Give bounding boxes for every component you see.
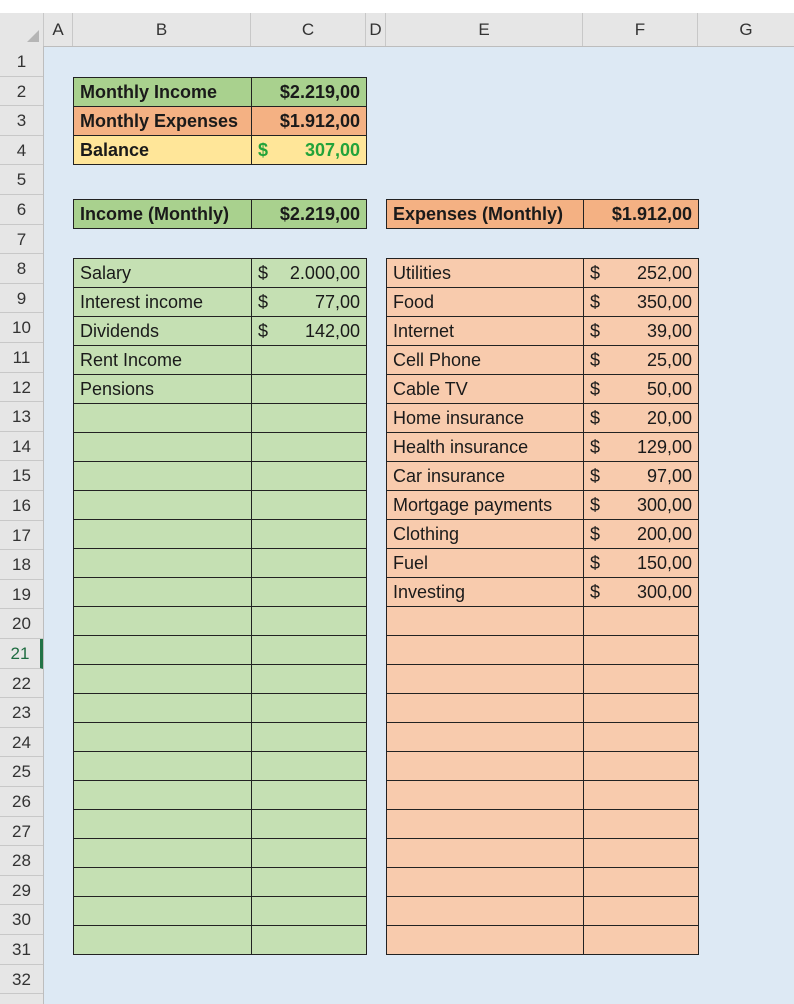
column-header-bar [0, 13, 794, 47]
expense-row [387, 868, 699, 897]
income-empty-label-cell[interactable] [74, 723, 252, 752]
expense-row [387, 288, 699, 317]
income-empty-label-cell[interactable] [74, 781, 252, 810]
expense-row [387, 810, 699, 839]
expenses-header-table [386, 199, 699, 229]
expense-row [387, 636, 699, 665]
income-row [74, 839, 367, 868]
expense-item-label[interactable]: Utilities [387, 259, 584, 288]
expense-row [387, 897, 699, 926]
expense-item-money [590, 263, 692, 284]
expense-item-currency: $ [590, 262, 601, 283]
expense-item-amount: 20,00 [646, 407, 692, 428]
balance-label[interactable]: Balance [74, 136, 252, 165]
income-empty-value-cell[interactable] [252, 520, 367, 549]
income-empty-value-cell[interactable] [252, 926, 367, 955]
select-all-corner[interactable] [0, 13, 44, 46]
income-row [74, 520, 367, 549]
expense-item-amount: 150,00 [636, 552, 692, 573]
row-header-13[interactable]: 13 [0, 402, 43, 432]
income-header-table [73, 199, 367, 229]
income-item-value[interactable] [252, 346, 367, 375]
monthly-expenses-label[interactable]: Monthly Expenses [74, 107, 252, 136]
expense-item-label[interactable]: Internet [387, 317, 584, 346]
income-row [74, 259, 367, 288]
expense-item-money [590, 321, 692, 342]
income-row [74, 462, 367, 491]
column-header-b[interactable]: B [73, 13, 251, 46]
column-header-f[interactable]: F [583, 13, 698, 46]
expense-item-value[interactable] [584, 578, 699, 607]
expense-item-label[interactable]: Investing [387, 578, 584, 607]
income-empty-value-cell[interactable] [252, 433, 367, 462]
income-empty-value-cell[interactable] [252, 897, 367, 926]
expense-empty-label-cell[interactable] [387, 665, 584, 694]
income-item-amount: 77,00 [314, 291, 360, 312]
expense-item-amount: 25,00 [646, 349, 692, 370]
expense-row [387, 578, 699, 607]
expense-item-money [590, 553, 692, 574]
expense-empty-value-cell[interactable] [584, 839, 699, 868]
income-empty-label-cell[interactable] [74, 665, 252, 694]
expenses-header-label[interactable]: Expenses (Monthly) [387, 200, 584, 229]
expense-empty-value-cell[interactable] [584, 926, 699, 955]
income-empty-label-cell[interactable] [74, 926, 252, 955]
income-row [74, 810, 367, 839]
income-empty-label-cell[interactable] [74, 810, 252, 839]
expense-item-money [590, 495, 692, 516]
income-empty-value-cell[interactable] [252, 723, 367, 752]
expense-empty-value-cell[interactable] [584, 723, 699, 752]
expense-empty-label-cell[interactable] [387, 636, 584, 665]
income-empty-label-cell[interactable] [74, 636, 252, 665]
expense-row [387, 462, 699, 491]
expense-empty-value-cell[interactable] [584, 636, 699, 665]
expense-empty-value-cell[interactable] [584, 897, 699, 926]
expense-item-label[interactable]: Cell Phone [387, 346, 584, 375]
expense-item-currency: $ [590, 378, 601, 399]
income-row [74, 375, 367, 404]
expense-item-label[interactable]: Fuel [387, 549, 584, 578]
income-row [74, 607, 367, 636]
income-empty-value-cell[interactable] [252, 462, 367, 491]
income-table [73, 258, 367, 955]
income-row [74, 346, 367, 375]
expense-empty-value-cell[interactable] [584, 781, 699, 810]
expense-empty-value-cell[interactable] [584, 607, 699, 636]
expense-item-amount: 50,00 [646, 378, 692, 399]
income-item-value[interactable] [252, 259, 367, 288]
expense-row [387, 520, 699, 549]
expense-row [387, 549, 699, 578]
expense-item-currency: $ [590, 523, 601, 544]
balance-amount: 307,00 [304, 139, 360, 160]
expense-item-amount: 252,00 [636, 262, 692, 283]
column-header-g[interactable]: G [739, 20, 753, 39]
row-header-23[interactable]: 23 [0, 698, 43, 728]
expense-item-money [590, 379, 692, 400]
row-header-26[interactable]: 26 [0, 787, 43, 817]
expense-item-value[interactable] [584, 288, 699, 317]
expense-item-value[interactable] [584, 462, 699, 491]
income-empty-value-cell[interactable] [252, 549, 367, 578]
monthly-income-label[interactable]: Monthly Income [74, 78, 252, 107]
expense-item-value[interactable] [584, 375, 699, 404]
income-item-money [258, 292, 360, 313]
income-row [74, 897, 367, 926]
income-empty-value-cell[interactable] [252, 868, 367, 897]
income-empty-label-cell[interactable] [74, 491, 252, 520]
income-row [74, 926, 367, 955]
income-row [74, 781, 367, 810]
row-header-3[interactable]: 3 [0, 106, 43, 136]
row-header-9[interactable]: 9 [0, 284, 43, 314]
expense-item-money [590, 350, 692, 371]
expense-empty-label-cell[interactable] [387, 868, 584, 897]
row-header-15[interactable]: 15 [0, 461, 43, 491]
row-header-2[interactable]: 2 [0, 77, 43, 107]
income-item-value[interactable] [252, 317, 367, 346]
income-empty-value-cell[interactable] [252, 578, 367, 607]
income-empty-value-cell[interactable] [252, 810, 367, 839]
expense-item-amount: 200,00 [636, 523, 692, 544]
expense-item-amount: 350,00 [636, 291, 692, 312]
spreadsheet-grid[interactable] [44, 46, 794, 1004]
expense-item-money [590, 292, 692, 313]
expense-row [387, 723, 699, 752]
income-item-amount: 142,00 [304, 320, 360, 341]
income-item-label[interactable]: Salary [74, 259, 252, 288]
income-item-amount: 2.000,00 [289, 262, 360, 283]
row-header-29[interactable]: 29 [0, 876, 43, 906]
expense-item-label[interactable]: Home insurance [387, 404, 584, 433]
row-header-1[interactable]: 1 [0, 47, 43, 77]
income-row [74, 317, 367, 346]
income-item-label[interactable]: Interest income [74, 288, 252, 317]
expense-row [387, 317, 699, 346]
income-item-money [258, 263, 360, 284]
expense-empty-label-cell[interactable] [387, 926, 584, 955]
income-row [74, 288, 367, 317]
income-empty-value-cell[interactable] [252, 665, 367, 694]
expense-item-money [590, 466, 692, 487]
expense-item-value[interactable] [584, 433, 699, 462]
income-empty-label-cell[interactable] [74, 897, 252, 926]
column-header-a[interactable]: A [44, 13, 73, 46]
column-header-e[interactable]: E [386, 13, 583, 46]
expense-empty-label-cell[interactable] [387, 781, 584, 810]
income-header-label[interactable]: Income (Monthly) [74, 200, 252, 229]
expense-row [387, 839, 699, 868]
income-item-currency: $ [258, 320, 269, 341]
income-item-money [258, 321, 360, 342]
expense-item-value[interactable] [584, 520, 699, 549]
expense-empty-value-cell[interactable] [584, 694, 699, 723]
income-row [74, 868, 367, 897]
row-header-17[interactable]: 17 [0, 521, 43, 551]
row-header-6[interactable]: 6 [0, 195, 43, 225]
row-header-24[interactable]: 24 [0, 728, 43, 758]
expense-item-label[interactable]: Car insurance [387, 462, 584, 491]
income-empty-label-cell[interactable] [74, 433, 252, 462]
income-empty-label-cell[interactable] [74, 839, 252, 868]
expense-item-label[interactable]: Mortgage payments [387, 491, 584, 520]
expense-empty-label-cell[interactable] [387, 752, 584, 781]
row-header-20[interactable]: 20 [0, 609, 43, 639]
income-row [74, 404, 367, 433]
income-empty-value-cell[interactable] [252, 491, 367, 520]
expense-item-currency: $ [590, 349, 601, 370]
income-row [74, 752, 367, 781]
expense-item-currency: $ [590, 407, 601, 428]
income-item-currency: $ [258, 291, 269, 312]
expense-item-currency: $ [590, 465, 601, 486]
income-empty-label-cell[interactable] [74, 404, 252, 433]
expense-row [387, 781, 699, 810]
income-empty-value-cell[interactable] [252, 404, 367, 433]
row-header-21[interactable]: 21 [0, 639, 43, 669]
expense-item-money [590, 408, 692, 429]
row-header-8[interactable]: 8 [0, 254, 43, 284]
income-header-value[interactable]: $2.219,00 [252, 200, 367, 229]
income-row [74, 578, 367, 607]
row-header-22[interactable]: 22 [0, 669, 43, 699]
expense-empty-value-cell[interactable] [584, 752, 699, 781]
expense-row [387, 259, 699, 288]
expense-empty-value-cell[interactable] [584, 665, 699, 694]
expense-row [387, 346, 699, 375]
expense-empty-value-cell[interactable] [584, 810, 699, 839]
income-item-label[interactable]: Dividends [74, 317, 252, 346]
row-header-25[interactable]: 25 [0, 757, 43, 787]
income-empty-label-cell[interactable] [74, 578, 252, 607]
row-header-30[interactable]: 30 [0, 905, 43, 935]
expense-row [387, 752, 699, 781]
expense-item-amount: 97,00 [646, 465, 692, 486]
expense-item-money [590, 524, 692, 545]
expense-item-label[interactable]: Health insurance [387, 433, 584, 462]
income-empty-label-cell[interactable] [74, 462, 252, 491]
row-header-12[interactable]: 12 [0, 373, 43, 403]
expense-item-amount: 300,00 [636, 494, 692, 515]
income-item-value[interactable] [252, 288, 367, 317]
row-header-bar [0, 46, 44, 1004]
income-row [74, 665, 367, 694]
expense-item-value[interactable] [584, 317, 699, 346]
expense-row [387, 665, 699, 694]
expense-item-label[interactable]: Cable TV [387, 375, 584, 404]
income-row [74, 723, 367, 752]
expense-item-value[interactable] [584, 549, 699, 578]
expense-item-currency: $ [590, 291, 601, 312]
expenses-header-value[interactable]: $1.912,00 [584, 200, 699, 229]
expense-item-value[interactable] [584, 346, 699, 375]
income-empty-label-cell[interactable] [74, 520, 252, 549]
expense-item-money [590, 582, 692, 603]
formula-bar-edge [0, 0, 794, 13]
expense-item-value[interactable] [584, 259, 699, 288]
expense-item-currency: $ [590, 494, 601, 515]
income-empty-value-cell[interactable] [252, 607, 367, 636]
expense-row [387, 433, 699, 462]
expense-empty-value-cell[interactable] [584, 868, 699, 897]
expense-empty-label-cell[interactable] [387, 810, 584, 839]
expense-empty-label-cell[interactable] [387, 607, 584, 636]
expense-row [387, 926, 699, 955]
expense-row [387, 607, 699, 636]
income-empty-label-cell[interactable] [74, 752, 252, 781]
select-all-triangle-icon [27, 30, 39, 42]
income-item-value[interactable] [252, 375, 367, 404]
expense-item-currency: $ [590, 581, 601, 602]
income-empty-value-cell[interactable] [252, 839, 367, 868]
income-empty-value-cell[interactable] [252, 636, 367, 665]
expense-empty-label-cell[interactable] [387, 897, 584, 926]
balance-value-cell[interactable] [252, 136, 367, 165]
income-row [74, 491, 367, 520]
income-item-label[interactable]: Rent Income [74, 346, 252, 375]
expense-row [387, 694, 699, 723]
balance-currency: $ [258, 139, 269, 160]
expense-item-value[interactable] [584, 404, 699, 433]
income-empty-value-cell[interactable] [252, 752, 367, 781]
expense-item-value[interactable] [584, 491, 699, 520]
row-header-10[interactable]: 10 [0, 313, 43, 343]
row-header-27[interactable]: 27 [0, 817, 43, 847]
row-header-5[interactable]: 5 [0, 165, 43, 195]
income-row [74, 549, 367, 578]
expense-item-amount: 39,00 [646, 320, 692, 341]
monthly-income-value[interactable]: $2.219,00 [252, 78, 367, 107]
income-item-label[interactable]: Pensions [74, 375, 252, 404]
expense-item-label[interactable]: Food [387, 288, 584, 317]
expense-empty-label-cell[interactable] [387, 694, 584, 723]
income-item-currency: $ [258, 262, 269, 283]
expense-row [387, 404, 699, 433]
income-empty-value-cell[interactable] [252, 694, 367, 723]
income-empty-label-cell[interactable] [74, 868, 252, 897]
expense-row [387, 491, 699, 520]
expense-row [387, 375, 699, 404]
column-header-c[interactable]: C [251, 13, 366, 46]
monthly-expenses-value[interactable]: $1.912,00 [252, 107, 367, 136]
row-header-19[interactable]: 19 [0, 580, 43, 610]
expense-item-amount: 300,00 [636, 581, 692, 602]
expense-item-label[interactable]: Clothing [387, 520, 584, 549]
expense-item-money [590, 437, 692, 458]
row-header-28[interactable]: 28 [0, 846, 43, 876]
row-header-4[interactable]: 4 [0, 136, 43, 166]
income-empty-label-cell[interactable] [74, 694, 252, 723]
row-header-32[interactable]: 32 [0, 965, 43, 995]
income-row [74, 433, 367, 462]
row-header-7[interactable]: 7 [0, 225, 43, 255]
row-header-31[interactable]: 31 [0, 935, 43, 965]
expense-item-currency: $ [590, 436, 601, 457]
expense-item-currency: $ [590, 552, 601, 573]
expense-item-currency: $ [590, 320, 601, 341]
income-empty-value-cell[interactable] [252, 781, 367, 810]
income-empty-label-cell[interactable] [74, 607, 252, 636]
income-row [74, 694, 367, 723]
income-empty-label-cell[interactable] [74, 549, 252, 578]
row-header-16[interactable]: 16 [0, 491, 43, 521]
expense-empty-label-cell[interactable] [387, 839, 584, 868]
expense-item-amount: 129,00 [636, 436, 692, 457]
summary-table [73, 77, 367, 165]
row-header-11[interactable]: 11 [0, 343, 43, 373]
column-header-d[interactable]: D [366, 13, 386, 46]
row-header-18[interactable]: 18 [0, 550, 43, 580]
expenses-table [386, 258, 699, 955]
expense-empty-label-cell[interactable] [387, 723, 584, 752]
row-header-14[interactable]: 14 [0, 432, 43, 462]
income-row [74, 636, 367, 665]
